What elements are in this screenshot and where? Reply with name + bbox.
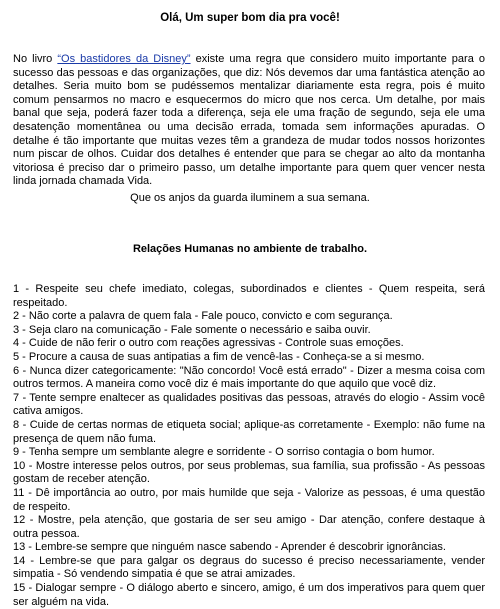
list-item: 1 - Respeite seu chefe imediato, colegas, subordinados e clientes - Quem respeita, será respeitado. (13, 283, 485, 309)
list-item: 13 - Lembre-se sempre que ninguém nasce sabendo - Aprender é descobrir ignorâncias. (13, 541, 446, 554)
list-item: 4 - Cuide de não ferir o outro com reações agressivas - Controle suas emoções. (13, 337, 404, 350)
section-title: Relações Humanas no ambiente de trabalho. (132, 243, 368, 255)
list-item: 3 - Seja claro na comunicação - Fale somente o necessário e saiba ouvir. (13, 323, 371, 336)
list-item: 6 - Nunca dizer categoricamente: "Não concordo! Você está errado" - Dizer a mesma coisa com outros termos. A maneira como você diz é mais importante do que aquilo que você diz. (13, 364, 485, 391)
list-item: 9 - Tenha sempre um semblante alegre e sorridente - O sorriso contagia o bom humor. (13, 446, 435, 459)
list-item: 10 - Mostre interesse pelos outros, por seus problemas, sua família, sua profissão - As pessoas gostam de receber atenção. (13, 459, 485, 486)
greeting-title: Olá, Um super bom dia pra você! (160, 12, 340, 24)
list-item: 5 - Procure a causa de suas antipatias a fim de vencê-las - Conheça-se a si mesmo. (13, 350, 425, 363)
list-item: 7 - Tente sempre enaltecer as qualidades positivas das pessoas, através do elogio - Assim você cativa amigos. (13, 391, 485, 418)
list-item: 8 - Cuide de certas normas de etiqueta social; aplique-as corretamente - Exemplo: não fume na presença de quem não fuma. (13, 418, 485, 445)
intro-text-after-link: existe uma regra que considero muito importante para o sucesso das pessoas e das organizações, que diz: Nós devemos dar uma fantástica atenção ao detalhes. Seria muito bom se pudéssemos mentalizar diariamente esta regra, pois é muito comum pensarmos no macro e esquecermos do micro que nos cerca. Um detalhe, por mais banal que seja, poderá fazer toda a diferença, seja ele uma fração de segundo, seja ele uma desatenção momentânea ou uma decisão errada, tomada sem informações apuradas. O detalhe é tão importante que muitas vezes têm a grandeza de mudar todos nossos horizontes num piscar de olhos. Cuidar dos detalhes é entender que para se chegar ao alto da montanha vitoriosa é preciso dar o primeiro passo, um detalhe importante para quem quer vencer nesta linda jornada chamada Vida. (13, 53, 485, 188)
list-item: 15 - Dialogar sempre - O diálogo aberto e sincero, amigo, é um dos imperativos para quem quer ser alguém na vida. (13, 582, 485, 608)
rules-list (13, 283, 485, 609)
intro-paragraph (13, 53, 485, 189)
intro-text-before-link: No livro (13, 53, 58, 65)
list-item: 12 - Mostre, pela atenção, que gostaria de ser seu amigo - Dar atenção, confere destaque à outra pessoa. (13, 514, 485, 540)
book-title-link[interactable]: “Os bastidores da Disney” (57, 53, 191, 65)
weekly-wish: Que os anjos da guarda iluminem a sua semana. (130, 192, 370, 204)
list-item: 11 - Dê importância ao outro, por mais humilde que seja - Valorize as pessoas, é uma questão de respeito. (13, 486, 485, 513)
list-item: 2 - Não corte a palavra de quem fala - Fale pouco, convicto e com segurança. (13, 310, 393, 323)
list-item: 14 - Lembre-se que para galgar os degraus do sucesso é preciso necessariamente, vender simpatia - Só vendendo simpatia é que se atrai amizades. (13, 554, 485, 581)
